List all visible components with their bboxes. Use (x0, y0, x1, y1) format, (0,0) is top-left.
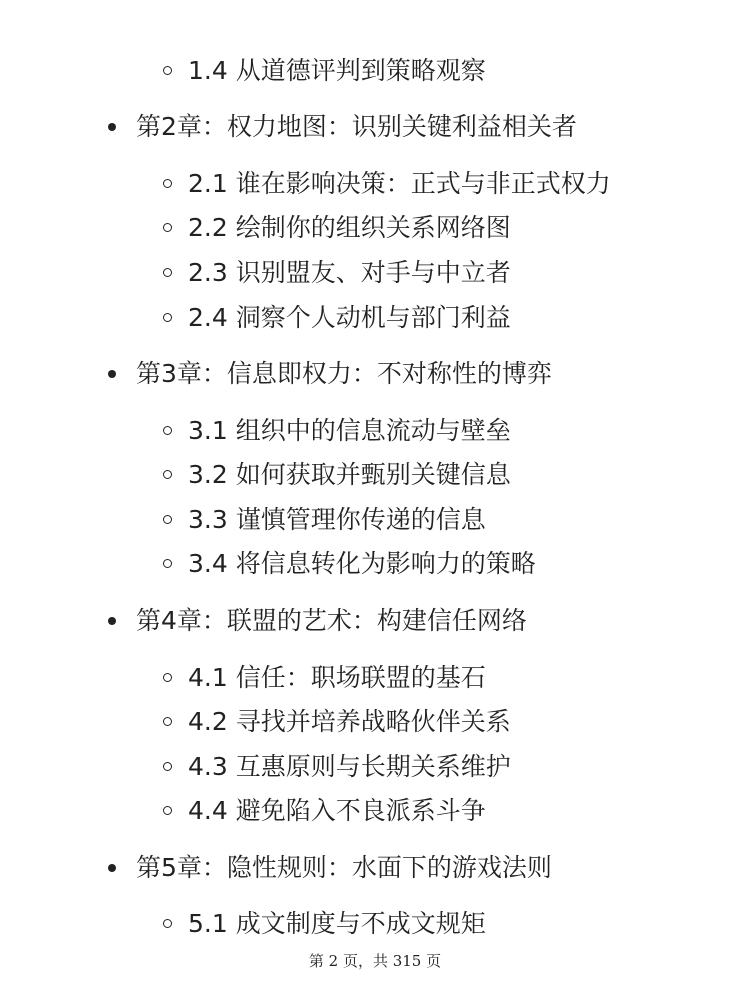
toc-section-item (188, 504, 486, 536)
hollow-circle-bullet-icon (163, 426, 172, 435)
toc-item-text: 2.2 绘制你的组织关系网络图 (188, 213, 511, 242)
toc-section-item (188, 908, 486, 940)
toc-section-item (188, 415, 511, 447)
hollow-circle-bullet-icon (163, 806, 172, 815)
toc-item-text: 1.4 从道德评判到策略观察 (188, 56, 486, 85)
toc-item-text: 2.1 谁在影响决策：正式与非正式权力 (188, 169, 611, 198)
toc-section-item (188, 548, 536, 580)
page-number-footer: 第 2 页，共 315 页 (308, 952, 442, 970)
hollow-circle-bullet-icon (163, 179, 172, 188)
toc-item-text: 第5章：隐性规则：水面下的游戏法则 (136, 853, 552, 882)
toc-item-text: 3.1 组织中的信息流动与壁垒 (188, 416, 511, 445)
toc-item-text: 2.3 识别盟友、对手与中立者 (188, 258, 511, 287)
toc-item-text: 4.2 寻找并培养战略伙伴关系 (188, 707, 511, 736)
filled-disc-bullet-icon (108, 864, 116, 872)
toc-section-item (188, 168, 611, 200)
hollow-circle-bullet-icon (163, 223, 172, 232)
toc-item-text: 4.1 信任：职场联盟的基石 (188, 663, 486, 692)
filled-disc-bullet-icon (108, 123, 116, 131)
hollow-circle-bullet-icon (163, 559, 172, 568)
hollow-circle-bullet-icon (163, 515, 172, 524)
toc-chapter-item (136, 605, 527, 637)
toc-chapter-item (136, 852, 552, 884)
toc-item-text: 4.4 避免陷入不良派系斗争 (188, 796, 486, 825)
hollow-circle-bullet-icon (163, 313, 172, 322)
toc-item-text: 第3章：信息即权力：不对称性的博弈 (136, 359, 552, 388)
toc-item-text: 第2章：权力地图：识别关键利益相关者 (136, 112, 577, 141)
hollow-circle-bullet-icon (163, 919, 172, 928)
toc-section-item (188, 795, 486, 827)
toc-chapter-item (136, 358, 552, 390)
toc-item-text: 3.4 将信息转化为影响力的策略 (188, 549, 536, 578)
toc-section-item (188, 662, 486, 694)
hollow-circle-bullet-icon (163, 673, 172, 682)
toc-section-item (188, 212, 511, 244)
toc-item-text: 4.3 互惠原则与长期关系维护 (188, 752, 511, 781)
hollow-circle-bullet-icon (163, 66, 172, 75)
toc-item-text: 5.1 成文制度与不成文规矩 (188, 909, 486, 938)
toc-item-text: 第4章：联盟的艺术：构建信任网络 (136, 606, 527, 635)
toc-section-item (188, 706, 511, 738)
toc-section-item (188, 55, 486, 87)
toc-item-text: 2.4 洞察个人动机与部门利益 (188, 303, 511, 332)
toc-section-item (188, 302, 511, 334)
hollow-circle-bullet-icon (163, 762, 172, 771)
filled-disc-bullet-icon (108, 617, 116, 625)
toc-section-item (188, 257, 511, 289)
toc-section-item (188, 459, 511, 491)
toc-item-text: 3.3 谨慎管理你传递的信息 (188, 505, 486, 534)
hollow-circle-bullet-icon (163, 470, 172, 479)
hollow-circle-bullet-icon (163, 268, 172, 277)
hollow-circle-bullet-icon (163, 717, 172, 726)
toc-item-text: 3.2 如何获取并甄别关键信息 (188, 460, 511, 489)
toc-chapter-item (136, 111, 577, 143)
filled-disc-bullet-icon (108, 370, 116, 378)
toc-section-item (188, 751, 511, 783)
